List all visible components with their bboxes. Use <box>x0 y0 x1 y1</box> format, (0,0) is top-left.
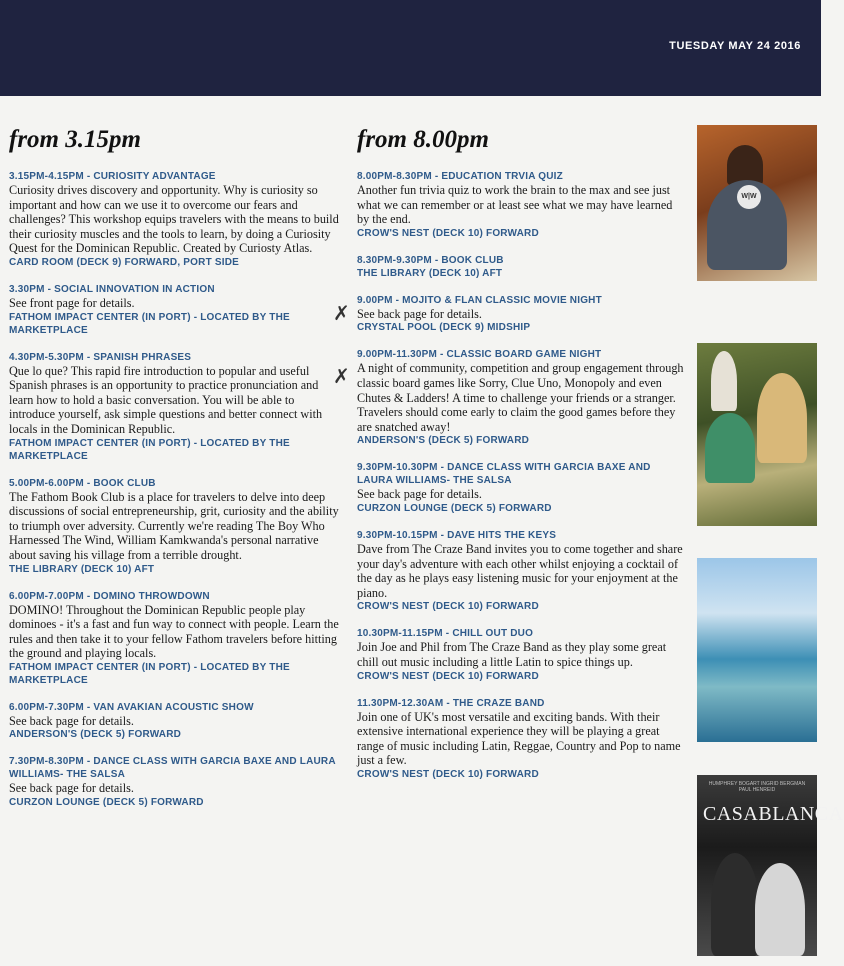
event-description: A night of community, competition and group engagement through classic board games like Sorry, Clue Uno, Monopoly and even Chutes & Ladders! A time to challenge your friends or a stranger. Travelers should come early to claim the good games before they are snatched away! <box>357 361 684 434</box>
event-location: CROW'S NEST (DECK 10) FORWARD <box>357 227 539 239</box>
person-child <box>711 351 737 411</box>
handwritten-mark: ✗ <box>333 303 350 325</box>
event-description: Join one of UK's most versatile and exciting bands. With their extensive international experience they will be playing a great range of music including Latin, Reggae, Country and Pop to name just a few. <box>357 709 681 768</box>
event-item <box>357 254 687 280</box>
event-location: CROW'S NEST (DECK 10) FORWARD <box>357 601 539 613</box>
event-description: Another fun trivia quiz to work the brain to the max and see just what we can remember or at least see what we may have learned by the end. <box>357 183 673 227</box>
event-title: 9.30PM-10.15PM - DAVE HITS THE KEYS <box>357 529 557 541</box>
event-location: THE LIBRARY (DECK 10) AFT <box>9 563 155 575</box>
event-description: See back page for details. <box>357 487 482 502</box>
event-item <box>357 294 687 335</box>
event-item <box>357 348 687 447</box>
event-description: Curiosity drives discovery and opportunity. Why is curiosity so important and how can we use it to overcome our fears and challenges? This workshop equips travelers with the means to build their curiosity muscles and the tools to learn, by doing a Curiosity Quest for the Dominican Republic. Created by Curiosty Atlas. <box>9 183 339 256</box>
event-item <box>357 697 687 781</box>
event-title: 7.30PM-8.30PM - DANCE CLASS WITH GARCIA BAXE AND LAURA WILLIAMS- THE SALSA <box>9 756 336 781</box>
poster-woman <box>755 863 805 956</box>
event-title: 6.00PM-7.00PM - DOMINO THROWDOWN <box>9 590 210 602</box>
shirt-logo: W|W <box>737 185 761 209</box>
section-heading: from 3.15pm <box>9 126 141 153</box>
event-location: CROW'S NEST (DECK 10) FORWARD <box>357 670 539 682</box>
header-bar <box>0 0 821 96</box>
event-item <box>9 590 339 687</box>
photo-volunteers <box>697 343 817 526</box>
photo-worker <box>697 125 817 281</box>
event-title: 8.00PM-8.30PM - EDUCATION TRVIA QUIZ <box>357 171 563 182</box>
event-location: FATHOM IMPACT CENTER (IN PORT) - LOCATED BY THE MARKETPLACE <box>9 661 290 686</box>
poster-credits: HUMPHREY BOGART INGRID BERGMAN PAUL HENREID <box>708 781 806 793</box>
event-description: See front page for details. <box>9 295 135 310</box>
event-title: 6.00PM-7.30PM - VAN AVAKIAN ACOUSTIC SHOW <box>9 701 254 713</box>
event-location: CURZON LOUNGE (DECK 5) FORWARD <box>357 502 552 514</box>
event-title: 3.30PM - SOCIAL INNOVATION IN ACTION <box>9 283 215 295</box>
event-location: ANDERSON'S (DECK 5) FORWARD <box>9 729 182 741</box>
section-heading: from 8.00pm <box>357 126 489 153</box>
event-description: The Fathom Book Club is a place for travelers to delve into deep discussions of social entrepreneurship, grit, curiosity and the ability to triumph over adversity. Currently we're reading The Boy Who Harnessed The Wind, William Kamkwanda's personal narrative about saving his village from a terrible drought. <box>9 489 339 562</box>
event-title: 5.00PM-6.00PM - BOOK CLUB <box>9 477 156 489</box>
handwritten-mark: ✗ <box>333 366 350 388</box>
event-location: CRYSTAL POOL (DECK 9) MIDSHIP <box>357 322 531 334</box>
event-title: 8.30PM-9.30PM - BOOK CLUB <box>357 254 504 266</box>
event-item <box>357 529 687 613</box>
event-item <box>9 701 339 742</box>
event-description: Dave from The Craze Band invites you to come together and share your day's adventure with each other whilst enjoying a cocktail of the day as he plays easy listening music for your enjoyment at the piano. <box>357 541 683 600</box>
photo-casablanca-poster <box>697 775 844 956</box>
issue-date: TUESDAY MAY 24 2016 <box>669 40 801 52</box>
event-title: 10.30PM-11.15PM - CHILL OUT DUO <box>357 628 534 640</box>
event-description: DOMINO! Throughout the Dominican Republic people play dominoes - it's a fast and fun way to connect with people. Learn the rules and then take it to your fellow Fathom travelers before hitting the ground and playing locals. <box>9 602 339 661</box>
event-title: 9.00PM - MOJITO & FLAN CLASSIC MOVIE NIGHT <box>357 294 602 306</box>
event-title: 9.30PM-10.30PM - DANCE CLASS WITH GARCIA BAXE AND LAURA WILLIAMS- THE SALSA <box>357 462 651 487</box>
column-from-315 <box>9 126 339 823</box>
event-location: ANDERSON'S (DECK 5) FORWARD <box>357 435 530 447</box>
person-planting <box>705 413 755 483</box>
event-description: See back page for details. <box>9 781 134 796</box>
event-location: CARD ROOM (DECK 9) FORWARD, PORT SIDE <box>9 256 239 268</box>
event-description: See back page for details. <box>357 306 482 321</box>
event-location: FATHOM IMPACT CENTER (IN PORT) - LOCATED BY THE MARKETPLACE <box>9 437 290 462</box>
event-item <box>357 627 687 682</box>
event-description: Join Joe and Phil from The Craze Band as they play some great chill out music including a little Latin to spice things up. <box>357 640 667 669</box>
poster-man <box>711 853 759 956</box>
event-item <box>9 755 339 809</box>
event-description: Que lo que? This rapid fire introduction to popular and useful Spanish phrases is an opportunity to practice pronunciation and learn how to hold a basic conversation. You will be able to introduce yourself, ask simple questions and better connect with locals in the Dominican Republic. <box>9 363 323 436</box>
person-head <box>727 145 763 185</box>
event-location: CURZON LOUNGE (DECK 5) FORWARD <box>9 797 204 809</box>
event-item <box>357 461 687 515</box>
event-title: 4.30PM-5.30PM - SPANISH PHRASES <box>9 351 192 363</box>
poster-title: CASABLANCA <box>703 803 844 825</box>
person-woman <box>757 373 807 463</box>
photo-beach <box>697 558 817 742</box>
event-location: THE LIBRARY (DECK 10) AFT <box>357 267 503 279</box>
event-location: FATHOM IMPACT CENTER (IN PORT) - LOCATED BY THE MARKETPLACE <box>9 311 290 336</box>
event-location: CROW'S NEST (DECK 10) FORWARD <box>357 768 539 780</box>
event-title: 11.30PM-12.30AM - THE CRAZE BAND <box>357 697 545 709</box>
event-description: See back page for details. <box>9 713 134 728</box>
event-item <box>9 351 339 463</box>
event-title: 9.00PM-11.30PM - CLASSIC BOARD GAME NIGHT <box>357 349 602 361</box>
event-item <box>9 477 339 576</box>
column-from-800 <box>357 126 687 795</box>
event-item <box>357 170 687 240</box>
event-item <box>9 170 339 269</box>
event-item <box>9 283 339 337</box>
event-title: 3.15PM-4.15PM - CURIOSITY ADVANTAGE <box>9 171 216 182</box>
